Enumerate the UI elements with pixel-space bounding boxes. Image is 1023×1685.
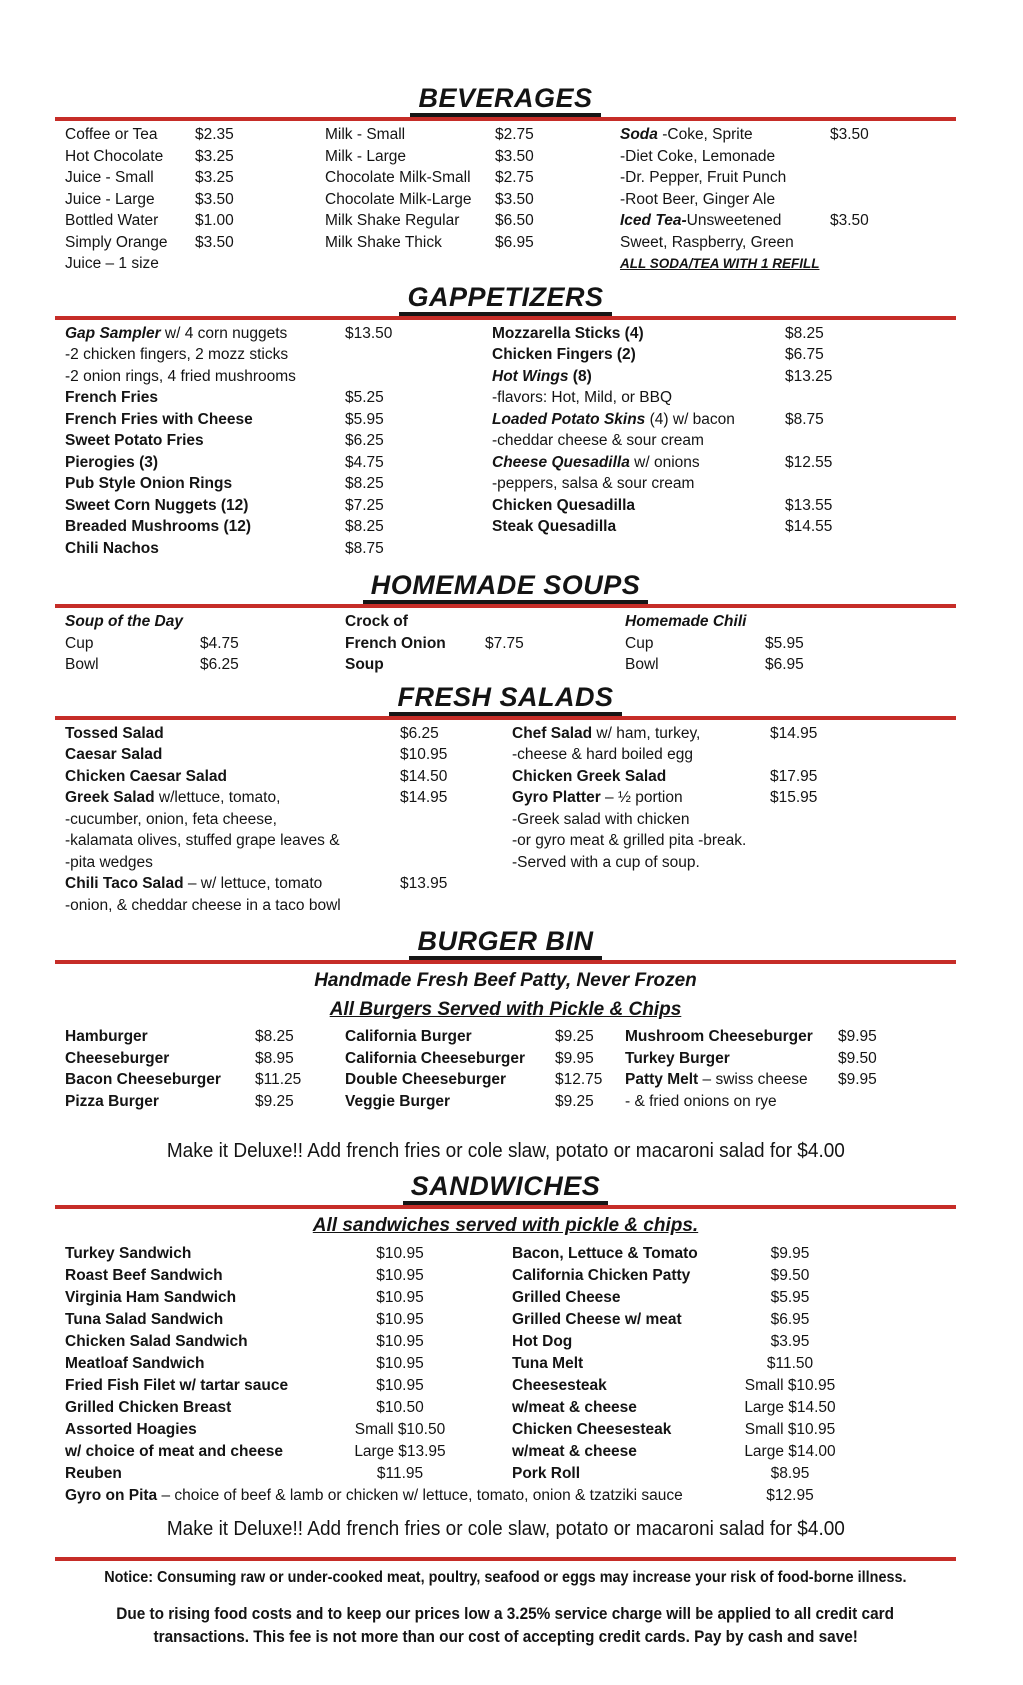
menu-price xyxy=(830,232,956,254)
menu-price xyxy=(495,253,620,275)
menu-row xyxy=(65,873,956,895)
menu-price: Large $14.50 xyxy=(744,1399,836,1416)
menu-price: $11.50 xyxy=(766,1355,814,1372)
menu-price xyxy=(830,253,956,275)
menu-price: $10.95 xyxy=(376,1311,424,1328)
menu-price: $8.25 xyxy=(255,1028,294,1045)
menu-price xyxy=(345,366,492,388)
section-soups xyxy=(55,571,956,676)
sandwiches-subtitle: All sandwiches served with pickle & chips. xyxy=(312,1215,699,1236)
menu-item-label: Fried Fish Filet w/ tartar sauce xyxy=(65,1377,289,1394)
menu-item-label xyxy=(492,538,785,560)
menu-price xyxy=(400,809,512,831)
menu-price xyxy=(345,344,492,366)
section-title-sandwiches: SANDWICHES xyxy=(403,1172,609,1205)
menu-price: $10.50 xyxy=(376,1399,424,1416)
section-salads xyxy=(55,683,956,917)
menu-row xyxy=(65,654,956,676)
menu-price: $7.75 xyxy=(485,634,524,652)
menu-row xyxy=(65,452,956,474)
menu-item-label: Tossed Salad xyxy=(65,724,164,742)
menu-price: $10.95 xyxy=(376,1355,424,1372)
section-header-burgers xyxy=(55,927,956,964)
menu-row xyxy=(65,1353,956,1375)
menu-item-label: Chicken Cheesesteak xyxy=(512,1421,672,1438)
menu-item-label: Hamburger xyxy=(65,1028,148,1045)
menu-price: $9.25 xyxy=(555,1028,594,1045)
menu-row xyxy=(65,1419,956,1441)
menu-item-label: w/meat & cheese xyxy=(512,1443,637,1460)
menu-row xyxy=(65,1069,956,1091)
menu-item-label: Turkey Sandwich xyxy=(65,1245,192,1262)
menu-row xyxy=(65,409,956,431)
health-notice-text: Notice: Consuming raw or under-cooked meat, poultry, seafood or eggs may increase your risk of food-borne illness. xyxy=(104,1569,907,1586)
menu-row xyxy=(65,366,956,388)
burgers-deluxe-text: Make it Deluxe!! Add french fries or cole slaw, potato or macaroni salad for $4.00 xyxy=(166,1140,845,1162)
menu-row xyxy=(65,344,956,366)
soups-rows xyxy=(55,611,956,676)
menu-row xyxy=(65,124,956,146)
menu-row xyxy=(65,323,956,345)
menu-item-label: Hot Chocolate xyxy=(65,147,164,165)
menu-item-label: Bottled Water xyxy=(65,212,159,229)
section-sandwiches xyxy=(55,1172,956,1542)
menu-item-label: Double Cheeseburger xyxy=(345,1071,507,1088)
menu-price: $3.95 xyxy=(770,1333,810,1350)
menu-item-label: -peppers, salsa & sour cream xyxy=(492,475,695,492)
menu-item-label: Tuna Melt xyxy=(512,1355,584,1372)
menu-item-label: French Onion xyxy=(345,634,446,652)
menu-item-label: Pierogies (3) xyxy=(65,453,159,471)
menu-price: $3.50 xyxy=(830,212,869,229)
menu-item-label: Sweet Corn Nuggets (12) xyxy=(65,496,249,514)
menu-row xyxy=(65,430,956,452)
menu-price: Large $13.95 xyxy=(354,1443,446,1460)
menu-row xyxy=(65,516,956,538)
surcharge-notice xyxy=(55,1603,956,1649)
menu-item-label: Soup of the Day xyxy=(65,613,183,630)
surcharge-line-2: transactions. This fee is not more than our cost of accepting credit cards. Pay by cash and save! xyxy=(153,1628,858,1646)
menu-item-label: Chocolate Milk-Large xyxy=(325,190,472,208)
footer-divider xyxy=(55,1557,956,1561)
menu-item-label: French Fries xyxy=(65,389,159,406)
menu-item-label: ALL SODA/TEA WITH 1 REFILL xyxy=(620,256,820,271)
section-header-salads xyxy=(55,683,956,720)
menu-item-label: -Served with a cup of soup. xyxy=(512,853,700,871)
menu-item-label: - & fried onions on rye xyxy=(625,1092,777,1110)
menu-item-label: Grilled Chicken Breast xyxy=(65,1399,232,1416)
menu-price xyxy=(830,167,956,189)
menu-price: $14.55 xyxy=(785,518,833,535)
menu-item-label: Homemade Chili xyxy=(625,613,747,630)
menu-item-label: Milk - Small xyxy=(325,126,406,143)
menu-price: $6.95 xyxy=(495,233,534,251)
menu-item-label: Crock of xyxy=(345,613,408,630)
menu-row xyxy=(65,1026,956,1048)
menu-row xyxy=(65,1309,956,1331)
menu-item-label: Soda -Coke, Sprite xyxy=(620,126,753,143)
menu-price xyxy=(400,852,512,874)
menu-item-label: Pork Roll xyxy=(512,1465,581,1482)
menu-row xyxy=(65,895,956,917)
menu-item-label: Reuben xyxy=(65,1465,122,1482)
menu-row xyxy=(65,210,956,232)
menu-row xyxy=(65,611,956,633)
burgers-deluxe-note xyxy=(55,1138,956,1164)
menu-price xyxy=(765,611,956,633)
menu-price: $8.75 xyxy=(785,410,824,428)
menu-row xyxy=(65,189,956,211)
menu-item-label: -cucumber, onion, feta cheese, xyxy=(65,810,277,828)
menu-item-label: -flavors: Hot, Mild, or BBQ xyxy=(492,389,673,406)
section-burgers xyxy=(55,927,956,1164)
menu-item-label: Bacon, Lettuce & Tomato xyxy=(512,1245,698,1262)
menu-item-label: Juice - Small xyxy=(65,169,154,186)
menu-item-label: Bowl xyxy=(65,656,99,673)
menu-item-label: Gyro Platter – ½ portion xyxy=(512,789,683,806)
menu-item-label: -Diet Coke, Lemonade xyxy=(620,147,776,165)
menu-row xyxy=(65,1287,956,1309)
menu-row xyxy=(65,146,956,168)
menu-row xyxy=(65,495,956,517)
menu-price: $13.25 xyxy=(785,367,833,385)
menu-price: $11.95 xyxy=(376,1465,424,1482)
menu-price: $3.50 xyxy=(195,233,234,251)
menu-row xyxy=(65,167,956,189)
menu-row xyxy=(65,809,956,831)
menu-price: $6.50 xyxy=(495,212,534,229)
menu-price: $13.55 xyxy=(785,496,833,514)
menu-price: $5.25 xyxy=(345,389,384,406)
menu-price: $14.95 xyxy=(770,724,818,742)
menu-item-label: -cheddar cheese & sour cream xyxy=(492,432,704,449)
menu-price xyxy=(485,654,625,676)
menu-price: $10.95 xyxy=(376,1245,424,1262)
menu-item-label: Caesar Salad xyxy=(65,746,163,763)
menu-price xyxy=(400,830,512,852)
menu-price: $6.95 xyxy=(770,1311,810,1328)
menu-item-label: Grilled Cheese xyxy=(512,1289,621,1306)
menu-item-label: Chef Salad w/ ham, turkey, xyxy=(512,724,701,742)
menu-price xyxy=(485,611,625,633)
menu-content xyxy=(55,0,956,1649)
menu-price: $3.25 xyxy=(195,147,234,165)
menu-item-label: Coffee or Tea xyxy=(65,126,158,143)
menu-price: $8.75 xyxy=(345,539,384,557)
menu-item-label: -2 chicken fingers, 2 mozz sticks xyxy=(65,346,289,363)
menu-price: $2.75 xyxy=(495,126,534,143)
menu-item-label: Chicken Caesar Salad xyxy=(65,767,227,785)
menu-price: $3.25 xyxy=(195,169,234,186)
menu-item-label: -Root Beer, Ginger Ale xyxy=(620,190,776,208)
menu-price xyxy=(770,873,956,895)
menu-price: $9.95 xyxy=(838,1071,877,1088)
menu-price: Small $10.95 xyxy=(744,1377,836,1394)
salads-rows xyxy=(55,723,956,917)
menu-row xyxy=(65,1243,956,1265)
menu-price: $4.75 xyxy=(200,634,239,652)
section-title-burgers: BURGER BIN xyxy=(409,927,601,960)
menu-item-label: Mozzarella Sticks (4) xyxy=(492,324,644,342)
menu-item-label: Sweet Potato Fries xyxy=(65,432,204,449)
menu-price: $8.95 xyxy=(255,1049,294,1067)
menu-row xyxy=(65,253,956,275)
menu-price: $3.50 xyxy=(495,147,534,165)
menu-price: $8.25 xyxy=(785,324,824,342)
menu-price: $8.95 xyxy=(770,1465,810,1482)
menu-item-label: Loaded Potato Skins (4) w/ bacon xyxy=(492,410,735,428)
menu-price: $12.75 xyxy=(555,1071,603,1088)
menu-row xyxy=(65,1397,956,1419)
menu-price: $3.50 xyxy=(495,190,534,208)
menu-price: $8.25 xyxy=(345,518,384,535)
menu-price: $6.95 xyxy=(765,656,804,673)
burgers-subtitle-served: All Burgers Served with Pickle & Chips xyxy=(329,999,682,1020)
menu-row xyxy=(65,1485,956,1507)
menu-price: $6.25 xyxy=(200,656,239,673)
menu-price: $4.75 xyxy=(345,453,384,471)
menu-item-label: Cup xyxy=(625,634,654,652)
menu-price xyxy=(770,830,956,852)
menu-item-label: Roast Beef Sandwich xyxy=(65,1267,223,1284)
menu-price xyxy=(770,809,956,831)
menu-row xyxy=(65,1048,956,1070)
menu-item-label: Patty Melt – swiss cheese xyxy=(625,1071,808,1088)
menu-price: $9.95 xyxy=(555,1049,594,1067)
section-title-soups: HOMEMADE SOUPS xyxy=(363,571,649,604)
menu-price: $11.25 xyxy=(255,1071,302,1088)
menu-item-label: Juice – 1 size xyxy=(65,255,159,272)
menu-row xyxy=(65,538,956,560)
menu-price: $10.95 xyxy=(376,1377,424,1394)
menu-item-label: Virginia Ham Sandwich xyxy=(65,1289,237,1306)
menu-price: $3.50 xyxy=(830,126,869,143)
surcharge-line-1: Due to rising food costs and to keep our prices low a 3.25% service charge will be applied to all credit card xyxy=(116,1605,895,1623)
menu-price xyxy=(785,387,956,409)
menu-row xyxy=(65,1463,956,1485)
menu-item-label: Pub Style Onion Rings xyxy=(65,475,233,492)
section-title-salads: FRESH SALADS xyxy=(389,683,621,716)
menu-item-label: Chili Nachos xyxy=(65,539,159,557)
menu-price xyxy=(195,253,325,275)
menu-item-label: French Fries with Cheese xyxy=(65,410,253,428)
menu-item-label: Mushroom Cheeseburger xyxy=(625,1028,813,1045)
menu-item-label: Grilled Cheese w/ meat xyxy=(512,1311,682,1328)
menu-row xyxy=(65,387,956,409)
menu-price xyxy=(200,611,345,633)
menu-item-label: Veggie Burger xyxy=(345,1092,451,1110)
menu-item-label: Chicken Quesadilla xyxy=(492,496,635,514)
menu-item-label: -pita wedges xyxy=(65,853,153,871)
section-beverages xyxy=(55,84,956,275)
gappetizers-rows xyxy=(55,323,956,560)
menu-row xyxy=(65,830,956,852)
menu-item-label: Hot Wings (8) xyxy=(492,367,592,385)
menu-item-label: Chicken Salad Sandwich xyxy=(65,1333,248,1350)
menu-row xyxy=(65,744,956,766)
menu-price xyxy=(785,473,956,495)
menu-row xyxy=(65,633,956,655)
menu-price xyxy=(830,146,956,168)
menu-row xyxy=(65,473,956,495)
menu-item-label: w/ choice of meat and cheese xyxy=(65,1443,283,1460)
menu-row xyxy=(65,1441,956,1463)
section-title-gappetizers: GAPPETIZERS xyxy=(399,283,611,316)
menu-price: $5.95 xyxy=(770,1289,810,1306)
menu-item-label: Iced Tea-Unsweetened xyxy=(620,212,782,229)
menu-price: $2.75 xyxy=(495,169,534,186)
burgers-rows xyxy=(55,1026,956,1112)
sandwiches-rows xyxy=(55,1243,956,1507)
menu-item-label: Assorted Hoagies xyxy=(65,1421,197,1438)
section-title-beverages: BEVERAGES xyxy=(410,84,600,117)
section-gappetizers xyxy=(55,283,956,560)
menu-item-label xyxy=(512,895,770,917)
menu-item-label: Chocolate Milk-Small xyxy=(325,169,471,186)
menu-price: $12.95 xyxy=(766,1487,814,1504)
menu-price xyxy=(785,538,956,560)
menu-price: Large $14.00 xyxy=(744,1443,836,1460)
menu-price: $5.95 xyxy=(345,410,384,428)
menu-item-label: California Cheeseburger xyxy=(345,1049,526,1067)
menu-item-label: California Burger xyxy=(345,1028,472,1045)
menu-price: Small $10.50 xyxy=(354,1421,446,1438)
menu-item-label: Juice - Large xyxy=(65,190,155,208)
menu-price: $15.95 xyxy=(770,789,818,806)
menu-item-label xyxy=(325,253,495,275)
menu-price: $9.95 xyxy=(838,1028,877,1045)
menu-price xyxy=(770,895,956,917)
menu-price: $9.95 xyxy=(770,1245,810,1262)
menu-item-label: Bacon Cheeseburger xyxy=(65,1071,221,1088)
menu-item-label: California Chicken Patty xyxy=(512,1267,691,1284)
menu-price: $2.35 xyxy=(195,126,234,143)
menu-item-label: -cheese & hard boiled egg xyxy=(512,746,693,763)
menu-row xyxy=(65,1265,956,1287)
beverages-rows xyxy=(55,124,956,275)
menu-item-label: Turkey Burger xyxy=(625,1049,730,1067)
menu-item-label: Steak Quesadilla xyxy=(492,518,617,535)
menu-item-label xyxy=(512,873,770,895)
menu-item-label: Chili Taco Salad – w/ lettuce, tomato xyxy=(65,875,323,892)
menu-item-label: Cheeseburger xyxy=(65,1049,170,1067)
menu-price: $9.50 xyxy=(838,1049,877,1067)
section-header-beverages xyxy=(55,84,956,121)
menu-item-label: -Dr. Pepper, Fruit Punch xyxy=(620,169,787,186)
menu-price: Small $10.95 xyxy=(744,1421,836,1438)
menu-price: $14.95 xyxy=(400,789,448,806)
menu-price: $10.95 xyxy=(376,1289,424,1306)
menu-price: $17.95 xyxy=(770,767,818,785)
menu-price xyxy=(830,189,956,211)
menu-price: $6.25 xyxy=(345,432,384,449)
menu-item-label: Tuna Salad Sandwich xyxy=(65,1311,224,1328)
menu-item-label: -onion, & cheddar cheese in a taco bowl xyxy=(65,896,341,914)
menu-item-label: -2 onion rings, 4 fried mushrooms xyxy=(65,367,296,385)
menu-item-label: Pizza Burger xyxy=(65,1092,159,1110)
menu-item-label: Milk - Large xyxy=(325,147,406,165)
menu-item-label: Hot Dog xyxy=(512,1333,573,1350)
menu-row xyxy=(65,787,956,809)
menu-row xyxy=(65,232,956,254)
menu-item-label: -Greek salad with chicken xyxy=(512,810,690,828)
menu-price: $1.00 xyxy=(195,212,234,229)
menu-price: $9.25 xyxy=(555,1092,594,1110)
menu-price xyxy=(770,744,956,766)
section-header-soups xyxy=(55,571,956,608)
menu-row xyxy=(65,1331,956,1353)
section-header-sandwiches xyxy=(55,1172,956,1209)
menu-item-label: -or gyro meat & grilled pita -break. xyxy=(512,832,747,849)
sandwiches-deluxe-text: Make it Deluxe!! Add french fries or cole slaw, potato or macaroni salad for $4.00 xyxy=(166,1518,845,1540)
menu-item-label: -kalamata olives, stuffed grape leaves & xyxy=(65,832,340,849)
menu-item-label: Chicken Greek Salad xyxy=(512,767,667,785)
menu-row xyxy=(65,1091,956,1113)
menu-row xyxy=(65,1375,956,1397)
burgers-subtitle-fresh: Handmade Fresh Beef Patty, Never Frozen xyxy=(314,970,697,991)
menu-item-label: Gyro on Pita – choice of beef & lamb or chicken w/ lettuce, tomato, onion & tzatziki sauce xyxy=(65,1487,683,1504)
menu-item-label: Meatloaf Sandwich xyxy=(65,1355,205,1372)
sandwiches-deluxe-note xyxy=(55,1516,956,1542)
menu-item-label: Soup xyxy=(345,656,384,673)
menu-item-label: Gap Sampler w/ 4 corn nuggets xyxy=(65,324,288,342)
menu-price: $13.50 xyxy=(345,324,393,342)
menu-price: $10.95 xyxy=(376,1267,424,1284)
menu-item-label: Greek Salad w/lettuce, tomato, xyxy=(65,789,281,806)
menu-item-label: Simply Orange xyxy=(65,233,168,251)
menu-price xyxy=(400,895,512,917)
menu-item-label: Chicken Fingers (2) xyxy=(492,346,636,363)
menu-item-label: Sweet, Raspberry, Green xyxy=(620,233,794,251)
menu-item-label: Cup xyxy=(65,634,94,652)
menu-price: $9.25 xyxy=(255,1092,294,1110)
menu-price xyxy=(838,1091,956,1113)
menu-price xyxy=(785,430,956,452)
menu-price: $3.50 xyxy=(195,190,234,208)
menu-price: $9.50 xyxy=(770,1267,810,1284)
section-header-gappetizers xyxy=(55,283,956,320)
menu-row xyxy=(65,723,956,745)
menu-price: $13.95 xyxy=(400,875,448,892)
menu-item-label: Cheesesteak xyxy=(512,1377,607,1394)
menu-item-label: Cheese Quesadilla w/ onions xyxy=(492,453,700,471)
menu-item-label: Bowl xyxy=(625,656,659,673)
menu-row xyxy=(65,766,956,788)
menu-item-label: Breaded Mushrooms (12) xyxy=(65,518,252,535)
menu-price: $8.25 xyxy=(345,475,384,492)
menu-price: $10.95 xyxy=(376,1333,424,1350)
menu-price: $7.25 xyxy=(345,496,384,514)
menu-price: $12.55 xyxy=(785,453,833,471)
menu-price: $6.75 xyxy=(785,346,824,363)
menu-price: $10.95 xyxy=(400,746,448,763)
menu-row xyxy=(65,852,956,874)
health-notice xyxy=(55,1568,956,1588)
menu-price: $5.95 xyxy=(765,634,804,652)
menu-item-label: Milk Shake Thick xyxy=(325,233,442,251)
menu-price: $14.50 xyxy=(400,767,448,785)
menu-price: $6.25 xyxy=(400,724,439,742)
menu-item-label: w/meat & cheese xyxy=(512,1399,637,1416)
menu-price xyxy=(770,852,956,874)
menu-item-label: Milk Shake Regular xyxy=(325,212,460,229)
